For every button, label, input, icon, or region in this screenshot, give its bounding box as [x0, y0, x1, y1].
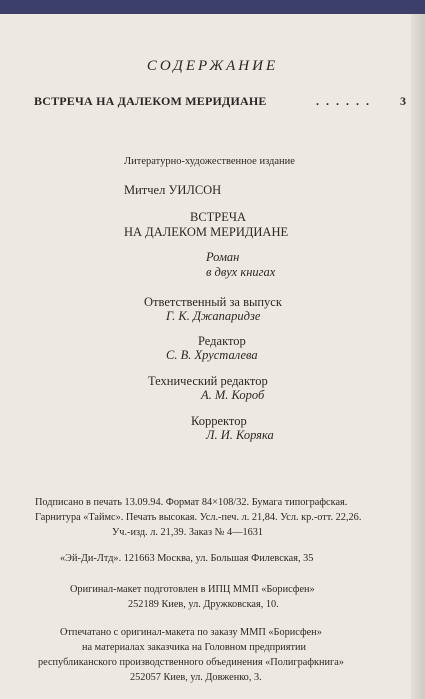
genre-line2: в двух книгах — [206, 265, 276, 279]
print-info-line: Подписано в печать 13.09.94. Формат 84×108/32. Бумага типографская. — [35, 497, 348, 508]
credit-person: С. В. Хрусталева — [166, 348, 258, 362]
layout-line: Оригинал-макет подготовлен в ИПЦ ММП «Борисфен» — [70, 584, 315, 595]
publisher-line: «Эй-Ди-Лтд». 121663 Москва, ул. Большая Филевская, 35 — [60, 553, 314, 564]
genre-line1: Роман — [206, 250, 240, 264]
credit-role: Корректор — [191, 414, 247, 428]
toc-entry-page: 3 — [400, 94, 407, 108]
credit-person: Г. К. Джапаридзе — [166, 309, 261, 323]
edition-type: Литературно-художественное издание — [124, 156, 295, 167]
printed-line: Отпечатано с оригинал-макета по заказу ММП «Борисфен» — [60, 627, 322, 638]
toc-leader-dots: . . . . . . — [316, 94, 371, 108]
book-title-line1: ВСТРЕЧА — [190, 210, 247, 224]
print-info-line: Гарнитура «Таймс». Печать высокая. Усл.-печ. л. 21,84. Усл. кр.-отт. 22,26. — [35, 512, 362, 523]
credit-role: Редактор — [198, 334, 246, 348]
credit-role: Ответственный за выпуск — [144, 295, 282, 309]
printed-line: на материалах заказчика на Головном предприятии — [82, 642, 306, 653]
book-title-line2: НА ДАЛЕКОМ МЕРИДИАНЕ — [124, 225, 289, 239]
toc-entry-title: ВСТРЕЧА НА ДАЛЕКОМ МЕРИДИАНЕ — [34, 94, 267, 108]
author-name: Митчел УИЛСОН — [124, 183, 222, 197]
printed-line: 252057 Киев, ул. Довженко, 3. — [130, 672, 262, 683]
layout-line: 252189 Киев, ул. Дружковская, 10. — [128, 599, 279, 610]
contents-heading: СОДЕРЖАНИЕ — [146, 58, 279, 74]
credit-person: А. М. Короб — [201, 388, 265, 402]
top-edge — [0, 0, 425, 14]
page-edge-shadow — [411, 14, 425, 699]
credit-person: Л. И. Коряка — [206, 428, 274, 442]
print-info-line: Уч.-изд. л. 21,39. Заказ № 4—1631 — [112, 527, 264, 538]
printed-line: республиканского производственного объединения «Полиграфкнига» — [38, 657, 344, 668]
credit-role: Технический редактор — [148, 374, 268, 388]
